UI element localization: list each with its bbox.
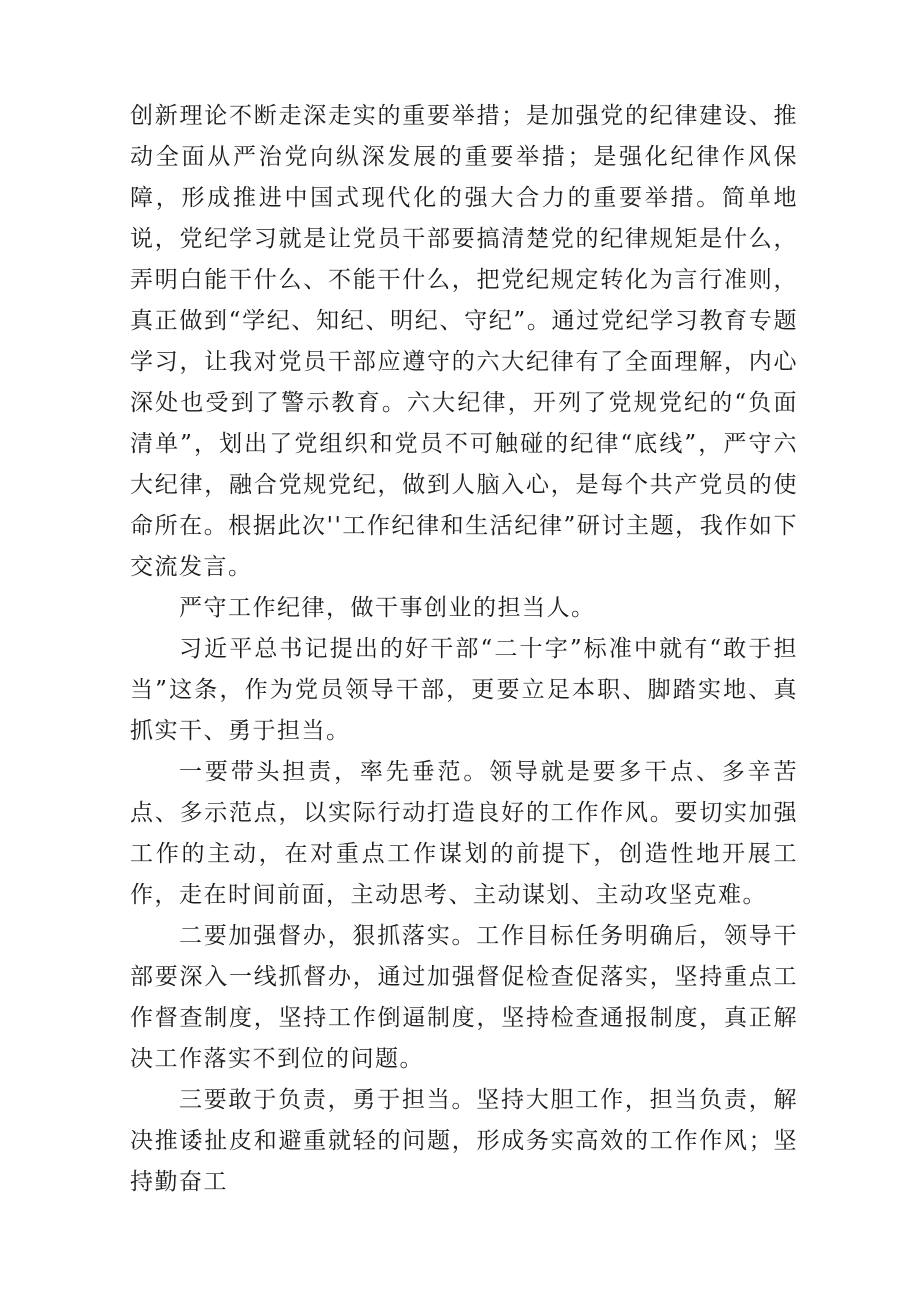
section-heading-work-discipline: 严守工作纪律，做干事创业的担当人。 <box>179 595 596 621</box>
paragraph-intro: 创新理论不断走深走实的重要举措；是加强党的纪律建设、推动全面从严治党向纵深发展的重要举措；是强化纪律作风保障，形成推进中国式现代化的强大合力的重要举措。简单地说，党纪学习就是让党员干部要搞清楚党的纪律规矩是什么，弄明白能干什么、不能干什么，把党纪规定转化为言行准则，真正做到“学纪、知纪、明纪、守纪”。通过党纪学习教育专题学习，让我对党员干部应遵守的六大纪律有了全面理解，内心深处也受到了警示教育。六大纪律，开列了党规党纪的“负面清单”，划出了党组织和党员不可触碰的纪律“底线”，严守六大纪律，融合党规党纪，做到人脑入心，是每个共产党员的使命所在。根据此次''工作纪律和生活纪律”研讨主题，我作如下交流发言。 <box>130 103 798 580</box>
document-body <box>130 96 798 1203</box>
paragraph-point-2: 二要加强督办，狠抓落实。工作目标任务明确后，领导干部要深入一线抓督办，通过加强督促检查促落实，坚持重点工作督查制度，坚持工作倒逼制度，坚持检查通报制度，真正解决工作落实不到位的问题。 <box>130 923 798 1072</box>
paragraph-point-3: 三要敢于负责，勇于担当。坚持大胆工作，担当负责，解决推诿扯皮和避重就轻的问题，形成务实高效的工作作风；坚持勤奋工 <box>130 1087 798 1195</box>
paragraph-point-1: 一要带头担责，率先垂范。领导就是要多干点、多辛苦点、多示范点，以实际行动打造良好的工作作风。要切实加强工作的主动，在对重点工作谋划的前提下，创造性地开展工作，走在时间前面，主动思考、主动谋划、主动攻坚克难。 <box>130 759 798 908</box>
paragraph-standard: 习近平总书记提出的好干部“二十字”标准中就有“敢于担当”这条，作为党员领导干部，更要立足本职、脚踏实地、真抓实干、勇于担当。 <box>130 636 798 744</box>
